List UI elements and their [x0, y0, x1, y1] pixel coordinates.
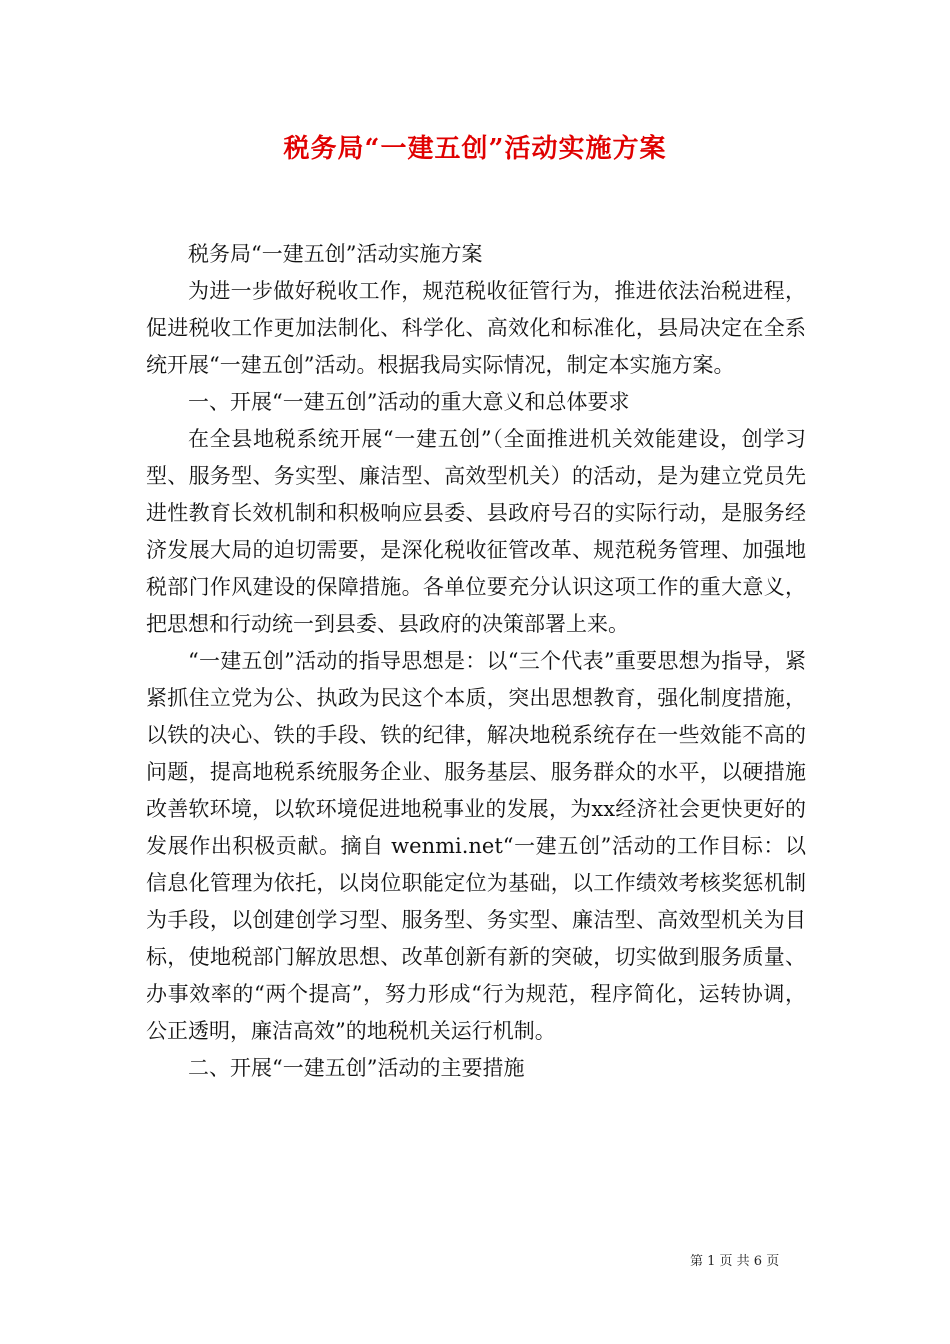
document-title: 税务局“一建五创”活动实施方案: [283, 134, 667, 164]
body-paragraph-intro: 为进一步做好税收工作，规范税收征管行为，推进依法治税进程，促进税收工作更加法制化、科学化、高效化和标准化，县局决定在全系统开展“一建五创”活动。根据我局实际情况，制定本实施方案。: [146, 279, 806, 377]
section-heading-1: 一、开展“一建五创”活动的重大意义和总体要求: [188, 390, 630, 414]
section-heading-2: 二、开展“一建五创”活动的主要措施: [188, 1056, 525, 1080]
body-heading: 税务局“一建五创”活动实施方案: [188, 242, 483, 266]
body-paragraph-guiding-thought: “一建五创”活动的指导思想是：以“三个代表”重要思想为指导，紧紧抓住立党为公、执政为民这个本质，突出思想教育，强化制度措施，以铁的决心、铁的手段、铁的纪律，解决地税系统存在一些效能不高的问题，提高地税系统服务企业、服务基层、服务群众的水平，以硬措施改善软环境，以软环境促进地税事业的发展，为xx经济社会更快更好的发展作出积极贡献。摘自 wenmi.net“一建五创”活动的工作目标：以信息化管理为依托，以岗位职能定位为基础，以工作绩效考核奖惩机制为手段，以创建创学习型、服务型、务实型、廉洁型、高效型机关为目标，使地税部门解放思想、改革创新有新的突破，切实做到服务质量、办事效率的“两个提高”，努力形成“行为规范，程序简化，运转协调，公正透明，廉洁高效”的地税机关运行机制。: [146, 649, 806, 1043]
page-indicator: 第 1 页 共 6 页: [690, 1254, 780, 1269]
document-body: [146, 236, 806, 1087]
body-paragraph-significance: 在全县地税系统开展“一建五创”（全面推进机关效能建设，创学习型、服务型、务实型、廉洁型、高效型机关）的活动，是为建立党员先进性教育长效机制和积极响应县委、县政府号召的实际行动，是服务经济发展大局的迫切需要，是深化税收征管改革、规范税务管理、加强地税部门作风建设的保障措施。各单位要充分认识这项工作的重大意义，把思想和行动统一到县委、县政府的决策部署上来。: [146, 427, 806, 636]
